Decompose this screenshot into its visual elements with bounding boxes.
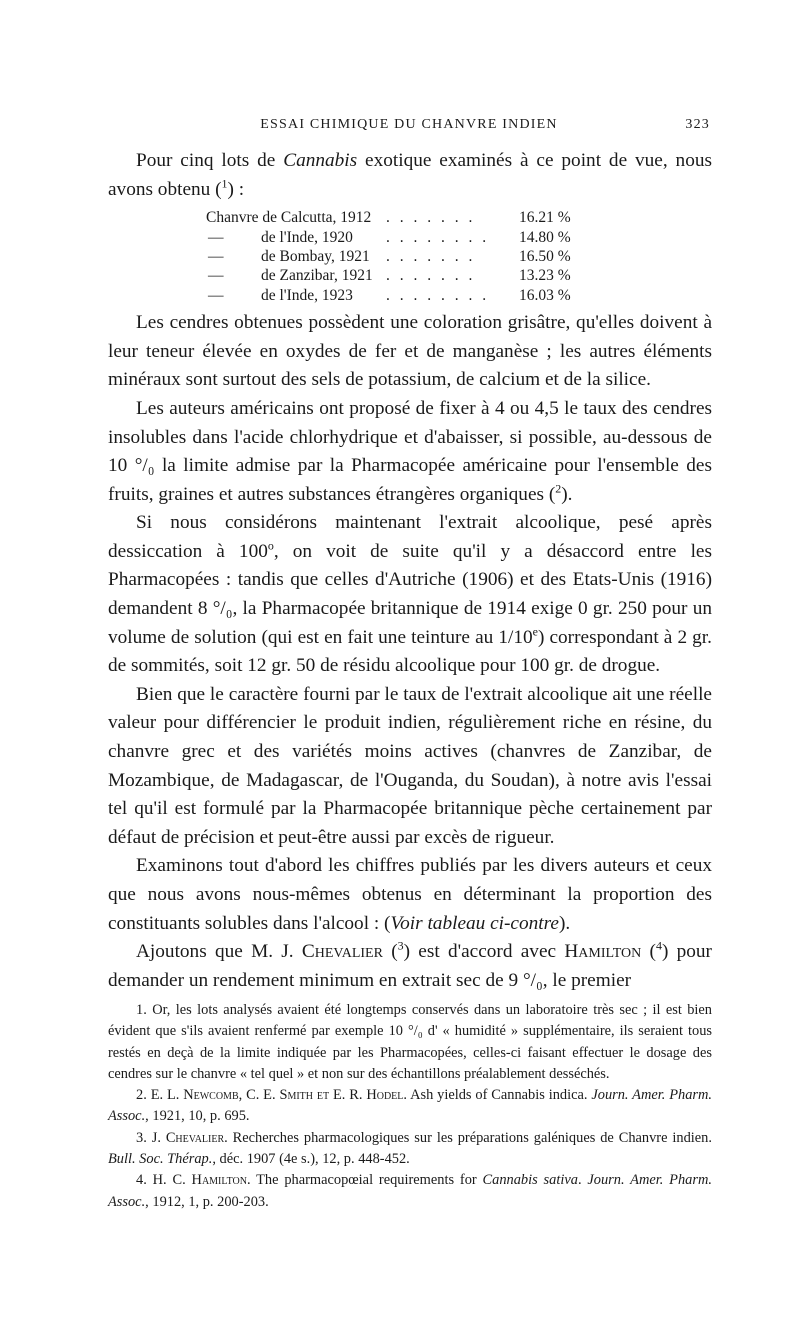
- footnote-1: [108, 1000, 712, 1085]
- text-run: est d'accord avec: [410, 941, 565, 963]
- row-value: 16.21 %: [519, 209, 571, 227]
- row-label: de l'Inde, 1923: [261, 286, 353, 304]
- paragraph-cendres: Les cendres obtenues possèdent une coloration grisâtre, qu'elles doivent à leur teneur élevée en oxydes de fer et de manganèse ; les autres éléments minéraux sont surtout des sels de potassium, de calcium et de la silice.: [108, 312, 712, 391]
- footnote-journal: Bull. Soc. Thérap.: [108, 1151, 213, 1168]
- paragraph-extrait: [108, 509, 712, 681]
- text-run: , la Pharmacopée britannique de 1914 exige 0 gr. 250 pour un volume de solution (qui est en fait une teinture au 1/10: [108, 598, 712, 648]
- row-leader: . . . . . . .: [386, 247, 476, 265]
- row-leader: . . . . . . . .: [386, 286, 490, 304]
- footnote-ref: 4: [655, 938, 662, 953]
- row-label: de Bombay, 1921: [261, 247, 370, 265]
- body-text: [108, 147, 712, 995]
- paragraph-auteurs: [108, 395, 712, 509]
- row-value: 14.80 %: [519, 228, 571, 246]
- page-number: 323: [685, 117, 710, 132]
- row-label: de l'Inde, 1920: [261, 228, 353, 246]
- footnote-species: Cannabis sativa: [482, 1172, 578, 1189]
- author-name: Hamilton: [564, 941, 642, 963]
- row-dash: —: [208, 286, 224, 304]
- paragraph-intro: [108, 147, 712, 204]
- text-run: Examinons tout d'abord les chiffres publiés par les divers auteurs et ceux que nous avons nous-mêmes obtenus en déterminant la proportion des constituants solubles dans l'alcool : (: [108, 855, 712, 934]
- text-run: , le premier: [542, 969, 632, 991]
- table-row: [206, 247, 712, 266]
- footnote-journal: Journ. Amer. Pharm. Assoc.: [108, 1172, 712, 1210]
- footnote-journal: Journ. Amer. Pharm. Assoc.: [108, 1087, 712, 1125]
- table-row: [206, 208, 712, 227]
- text-run: ) correspondant à 2 gr. de sommités, soit 12 gr. 50 de résidu alcoolique pour 100 gr. de drogue.: [108, 626, 712, 677]
- row-dash: —: [208, 228, 224, 246]
- footnote-ref-detail: , 1912, 1, p. 200-203.: [145, 1193, 269, 1210]
- text-run: la limite admise par la Pharmacopée américaine pour l'ensemble des fruits, graines et autres substances étrangères organiques (: [108, 455, 712, 505]
- row-dash: —: [208, 267, 224, 285]
- row-label: de Zanzibar, 1921: [261, 267, 373, 285]
- paragraph-examinons: [108, 852, 712, 938]
- footnote-ref: 2: [555, 481, 562, 496]
- text-run: , on voit de suite qu'il y a désaccord entre les Pharmacopées : tandis que celles d'Autriche (1906) et des Etats-Unis (1916) demandent 8: [108, 540, 712, 620]
- percent-sign: °/₀: [522, 969, 543, 991]
- table-reference-italic: Voir tableau ci-contre: [390, 912, 559, 934]
- footnote-number: 2.: [136, 1087, 147, 1104]
- footnote-3: [108, 1128, 712, 1171]
- footnote-number: 3.: [136, 1129, 147, 1146]
- row-leader: . . . . . . .: [386, 267, 476, 285]
- row-leader: . . . . . . .: [386, 209, 476, 227]
- paragraph-ajoutons: Ajoutons que M. J. Chevalier ($^3$) est d'accord avec Hamilton ($^4$) pour demander un rendement minimum en extrait sec de 9 °/₀, le premier: [108, 938, 712, 991]
- row-value: 16.03 %: [519, 286, 571, 304]
- footnote-2: [108, 1085, 712, 1128]
- ash-table: [206, 208, 712, 305]
- running-header: [108, 117, 710, 141]
- text-run: pour demander un rendement minimum en extrait sec de 9: [108, 941, 712, 991]
- footnote-number: 4.: [136, 1172, 147, 1189]
- row-dash: —: [208, 247, 224, 265]
- text-run: Les auteurs américains ont proposé de fixer à 4 ou 4,5 le taux des cendres insolubles dans l'acide chlorhydrique et d'abaisser, si possible, au-dessous de 10: [108, 397, 712, 477]
- text-run: ).: [561, 483, 573, 505]
- footnote-4: [108, 1170, 712, 1213]
- row-leader: . . . . . . . .: [386, 228, 490, 246]
- footnote-ref-detail: , 1921, 10, p. 695.: [145, 1108, 250, 1125]
- footnote-title: Recherches pharmacologiques sur les préparations galéniques de Chanvre indien.: [227, 1129, 712, 1146]
- ordinal-mark: e: [532, 624, 538, 639]
- author-name: Chevalier: [301, 941, 383, 963]
- footnote-authors: J. Chevalier.: [151, 1129, 228, 1146]
- paragraph-bien-que: Bien que le caractère fourni par le taux de l'extrait alcoolique ait une réelle valeur pour différencier le produit indien, régulièrement riche en résine, du chanvre grec et des variétés moins actives (chanvres de Zanzibar, de Mozambique, de Madagascar, de l'Ouganda, du Soudan), à notre avis l'essai tel qu'il est formulé par la Pharmacopée britannique pèche certainement par défaut de précision et peut-être aussi par excès de rigueur.: [108, 683, 712, 848]
- percent-sign: °/₀: [134, 455, 155, 477]
- footnote-ref: 3: [397, 938, 404, 953]
- footnotes: [108, 1000, 712, 1213]
- text-run: ) :: [227, 178, 245, 200]
- percent-sign: °/₀: [212, 598, 233, 620]
- text-run: Ajoutons que M. J.: [136, 941, 302, 963]
- footnote-text: Or, les lots analysés avaient été longtemps conservés dans un laboratoire très sec ; il est bien évident que s'ils avaient renfermé par exemple 10 °/₀ d' « humidité » supplémentaire, ils seraient tous restés en deçà de la limite indiquée par les Pharmacopées, celles-ci faisant effectuer le dosage des cendres sur le chanvre « tel quel » et non sur des échantillons préalablement desséchés.: [108, 1002, 712, 1082]
- footnote-ref-detail: , déc. 1907 (4e s.), 12, p. 448-452.: [212, 1151, 410, 1168]
- row-label: Chanvre de Calcutta, 1912: [206, 209, 372, 227]
- footnote-ref: 1: [221, 176, 228, 191]
- table-row: [206, 266, 712, 285]
- genus-italic: Cannabis: [283, 150, 358, 171]
- table-row: [206, 228, 712, 247]
- footnote-authors: E. L. Newcomb, C. E. Smith et E. R. Hodel.: [150, 1087, 407, 1104]
- footnote-authors: H. C. Hamilton.: [152, 1172, 251, 1189]
- row-value: 13.23 %: [519, 267, 571, 285]
- footnote-number: 1.: [136, 1002, 147, 1018]
- text-run: Pour cinq lots de: [136, 150, 284, 171]
- table-row: [206, 286, 712, 305]
- text-run: ).: [558, 912, 571, 934]
- footnote-separator: .: [577, 1172, 588, 1189]
- footnote-title: Ash yields of Cannabis indica.: [406, 1087, 592, 1104]
- footnote-title: The pharmacopœial requirements for: [250, 1172, 483, 1189]
- running-title: ESSAI CHIMIQUE DU CHANVRE INDIEN: [260, 117, 558, 132]
- degree-mark: o: [267, 538, 274, 553]
- row-value: 16.50 %: [519, 247, 571, 265]
- text-run: Si nous considérons maintenant l'extrait alcoolique, pesé après dessiccation à 100: [108, 512, 712, 562]
- text-run: exotique examinés à ce point de vue, nous avons obtenu (: [108, 150, 712, 200]
